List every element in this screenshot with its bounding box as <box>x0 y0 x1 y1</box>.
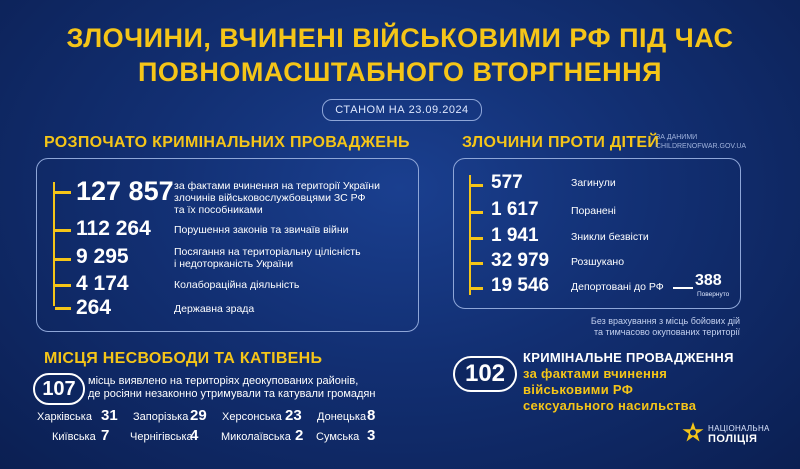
criminal-value-collab: 4 174 <box>76 272 129 295</box>
children-value-killed: 577 <box>491 172 523 193</box>
bracket-tick <box>471 211 483 214</box>
region-name: Чернігівська <box>130 431 193 443</box>
children-label-missing: Зникли безвісти <box>571 231 649 243</box>
criminal-section-title: РОЗПОЧАТО КРИМІНАЛЬНИХ ПРОВАДЖЕНЬ <box>44 134 410 151</box>
region-value: 4 <box>190 427 199 444</box>
bracket-tick <box>471 262 483 265</box>
children-label-returned: Повернуто <box>697 291 730 298</box>
criminal-desc-treason: Державна зрада <box>174 303 255 315</box>
region-value: 7 <box>101 427 110 444</box>
criminal-desc-integrity: Посягання на територіальну цілісність і недоторканість України <box>174 246 361 270</box>
children-label-deported: Депортовані до РФ <box>571 281 664 293</box>
bracket-tick <box>471 237 483 240</box>
region-name: Запорізька <box>133 411 189 423</box>
children-value-returned: 388 <box>695 272 722 289</box>
region-value: 23 <box>285 407 302 424</box>
bracket-tick <box>55 191 71 194</box>
sexual-count-badge: 102 <box>453 356 517 392</box>
detention-count-badge: 107 <box>33 373 85 405</box>
bracket-tick <box>471 184 483 187</box>
children-value-deported: 19 546 <box>491 275 550 296</box>
criminal-bracket-line <box>53 182 55 306</box>
region-value: 29 <box>190 407 207 424</box>
children-source: ЗА ДАНИМИ CHILDRENOFWAR.GOV.UA <box>656 134 747 150</box>
children-note: Без врахування з місць бойових дій та тимчасово окупованих території <box>590 316 740 337</box>
police-logo-text: НАЦІОНАЛЬНА ПОЛІЦІЯ <box>708 424 770 445</box>
returned-connector <box>673 287 693 289</box>
bracket-tick <box>55 284 71 287</box>
children-section-title: ЗЛОЧИНИ ПРОТИ ДІТЕЙ <box>462 134 660 151</box>
region-value: 2 <box>295 427 304 444</box>
criminal-value-total: 127 857 <box>76 176 174 206</box>
criminal-desc-laws: Порушення законів та звичаїв війни <box>174 224 349 236</box>
sexual-desc: КРИМІНАЛЬНЕ ПРОВАДЖЕННЯ за фактами вчинення військовими РФ сексуального насильства <box>523 350 734 413</box>
children-bracket-line <box>469 175 471 295</box>
criminal-desc-total: за фактами вчинення на території України злочинів військовослужбовцями ЗС РФ та їх пособниками <box>174 180 380 216</box>
region-name: Херсонська <box>222 411 282 423</box>
region-name: Сумська <box>316 431 360 443</box>
page-title-line1: ЗЛОЧИНИ, ВЧИНЕНІ ВІЙСЬКОВИМИ РФ ПІД ЧАС <box>66 23 734 53</box>
criminal-value-treason: 264 <box>76 296 112 319</box>
region-name: Київська <box>52 431 96 443</box>
region-value: 3 <box>367 427 376 444</box>
children-value-found: 32 979 <box>491 250 550 271</box>
detention-section-title: МІСЦЯ НЕСВОБОДИ ТА КАТІВЕНЬ <box>44 350 323 367</box>
criminal-value-integrity: 9 295 <box>76 245 129 268</box>
children-value-missing: 1 941 <box>491 225 539 246</box>
children-label-killed: Загинули <box>571 177 616 189</box>
bracket-tick <box>55 307 71 310</box>
region-name: Миколаївська <box>221 431 291 443</box>
bracket-tick <box>55 229 71 232</box>
bracket-tick <box>55 258 71 261</box>
bracket-tick <box>471 287 483 290</box>
page-title-line2: ПОВНОМАСШТАБНОГО ВТОРГНЕННЯ <box>137 57 663 87</box>
region-value: 31 <box>101 407 118 424</box>
detention-desc: місць виявлено на територіях деокупованих районів, де росіяни незаконно утримували та катували громадян <box>88 375 376 400</box>
date-badge: СТАНОМ НА 23.09.2024 <box>322 99 482 121</box>
children-value-injured: 1 617 <box>491 199 539 220</box>
police-star-icon <box>681 421 705 445</box>
region-value: 8 <box>367 407 376 424</box>
children-label-found: Розшукано <box>571 256 625 268</box>
criminal-desc-collab: Колабораційна діяльність <box>174 279 300 291</box>
region-name: Донецька <box>317 411 367 423</box>
children-label-injured: Поранені <box>571 205 616 217</box>
criminal-value-laws: 112 264 <box>76 217 151 240</box>
region-name: Харківська <box>37 411 92 423</box>
